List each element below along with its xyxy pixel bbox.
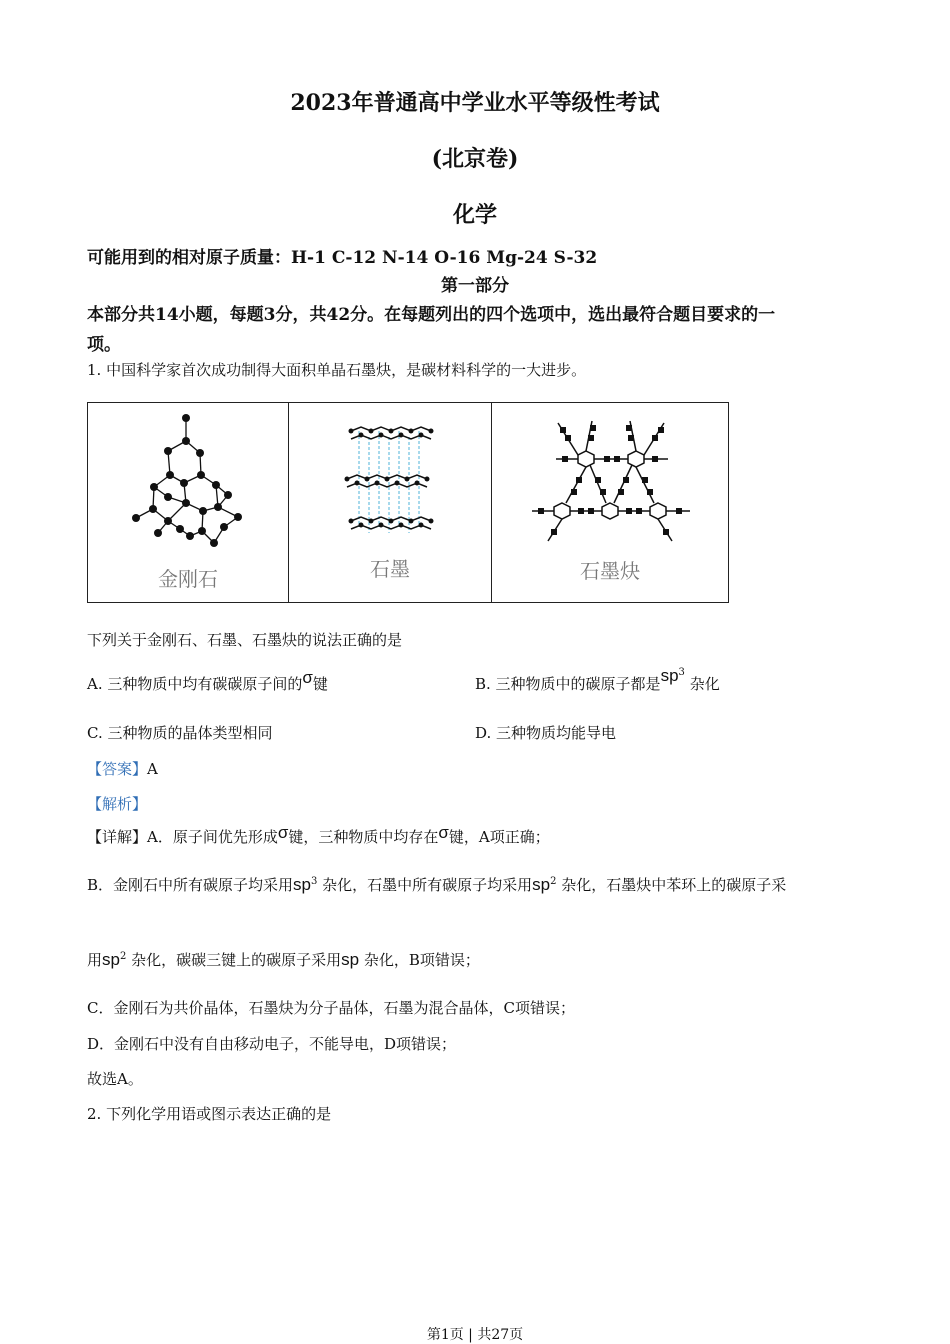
atomic-masses: 可能用到的相对原子质量：H-1 C-12 N-14 O-16 Mg-24 S-32 [87, 248, 598, 268]
sigma-symbol: σ [302, 668, 313, 687]
diamond-caption: 金刚石 [158, 567, 218, 591]
sp3-symbol: sp [660, 666, 679, 685]
answer-label: 【答案】 [87, 760, 148, 778]
option-d: D. 三种物质均能导电 [475, 724, 617, 742]
graphyne-caption: 石墨炔 [580, 559, 640, 583]
subject-title: 化学 [452, 202, 497, 228]
answer-line [87, 758, 158, 779]
part-instruction-line1: 本部分共14小题，每题3分，共42分。在每题列出的四个选项中，选出最符合题目要求的一 [87, 305, 776, 325]
graphyne-cell [492, 403, 728, 602]
detail-d: D．金刚石中没有自由移动电子，不能导电，D项错误； [87, 1035, 457, 1053]
sp2-superscript: 2 [119, 951, 127, 962]
detail-b-text-4: 用 [87, 951, 103, 969]
sp-symbol: sp [341, 950, 360, 969]
diamond-cell [88, 403, 289, 602]
analysis-label: 【解析】 [87, 795, 148, 813]
sp2-symbol: sp [532, 875, 551, 894]
sp2-symbol: sp [102, 950, 120, 969]
part-instruction-line2: 项。 [87, 335, 121, 355]
graphite-caption: 石墨 [370, 557, 410, 581]
option-b-suffix: 杂化 [689, 675, 720, 693]
detail-a-text-2: 键，三种物质中均存在 [288, 828, 439, 846]
graphite-cell [289, 403, 492, 602]
detail-b-line2 [87, 949, 480, 970]
diamond-structure-image [88, 403, 288, 563]
option-a [87, 668, 328, 694]
exam-title: 2023年普通高中学业水平等级性考试 [290, 90, 660, 116]
sp3-superscript: 3 [678, 667, 685, 678]
graphite-structure-image [289, 403, 489, 553]
sigma-symbol: σ [277, 823, 289, 842]
exam-subtitle: (北京卷) [431, 146, 519, 172]
option-a-text: A. 三种物质中均有碳碳原子间的 [87, 675, 303, 693]
detail-a [87, 823, 550, 847]
option-b-text: B. 三种物质中的碳原子都是 [475, 675, 661, 693]
answer-value: A [147, 760, 158, 778]
option-b [475, 666, 720, 694]
conclusion: 故选A。 [87, 1070, 143, 1088]
question-1-stem: 1. 中国科学家首次成功制得大面积单晶石墨炔，是碳材料科学的一大进步。 [87, 361, 587, 379]
graphyne-structure-image [492, 403, 728, 553]
detail-b-line1 [87, 874, 786, 895]
detail-b-text-1: B．金刚石中所有碳原子均采用 [87, 876, 294, 894]
sigma-symbol: σ [438, 823, 449, 842]
question-2-stem: 2. 下列化学用语或图示表达正确的是 [87, 1105, 332, 1123]
option-a-suffix: 键 [312, 675, 328, 693]
detail-b-text-2: 杂化，石墨中所有碳原子均采用 [322, 876, 533, 894]
carbon-allotropes-figure [87, 402, 729, 603]
detail-c: C．金刚石为共价晶体，石墨炔为分子晶体，石墨为混合晶体，C项错误； [87, 999, 575, 1017]
detail-b-text-6: 杂化，B项错误； [363, 951, 480, 969]
part-heading: 第一部分 [441, 276, 509, 296]
question-1-prompt: 下列关于金刚石、石墨、石墨炔的说法正确的是 [87, 631, 403, 649]
detail-b-text-5: 杂化，碳碳三键上的碳原子采用 [131, 951, 342, 969]
sp3-superscript: 3 [311, 876, 318, 887]
detail-b-text-3: 杂化，石墨炔中苯环上的碳原子采 [561, 876, 787, 894]
sp2-superscript: 2 [550, 876, 557, 887]
detail-a-text-3: 键，A项正确； [448, 828, 550, 846]
detail-label: 【详解】 [87, 828, 148, 846]
sp3-symbol: sp [293, 875, 311, 894]
option-c: C. 三种物质的晶体类型相同 [87, 724, 273, 742]
page-footer: 第1页 | 共27页 [426, 1327, 524, 1343]
detail-a-text-1: A．原子间优先形成 [147, 828, 278, 846]
